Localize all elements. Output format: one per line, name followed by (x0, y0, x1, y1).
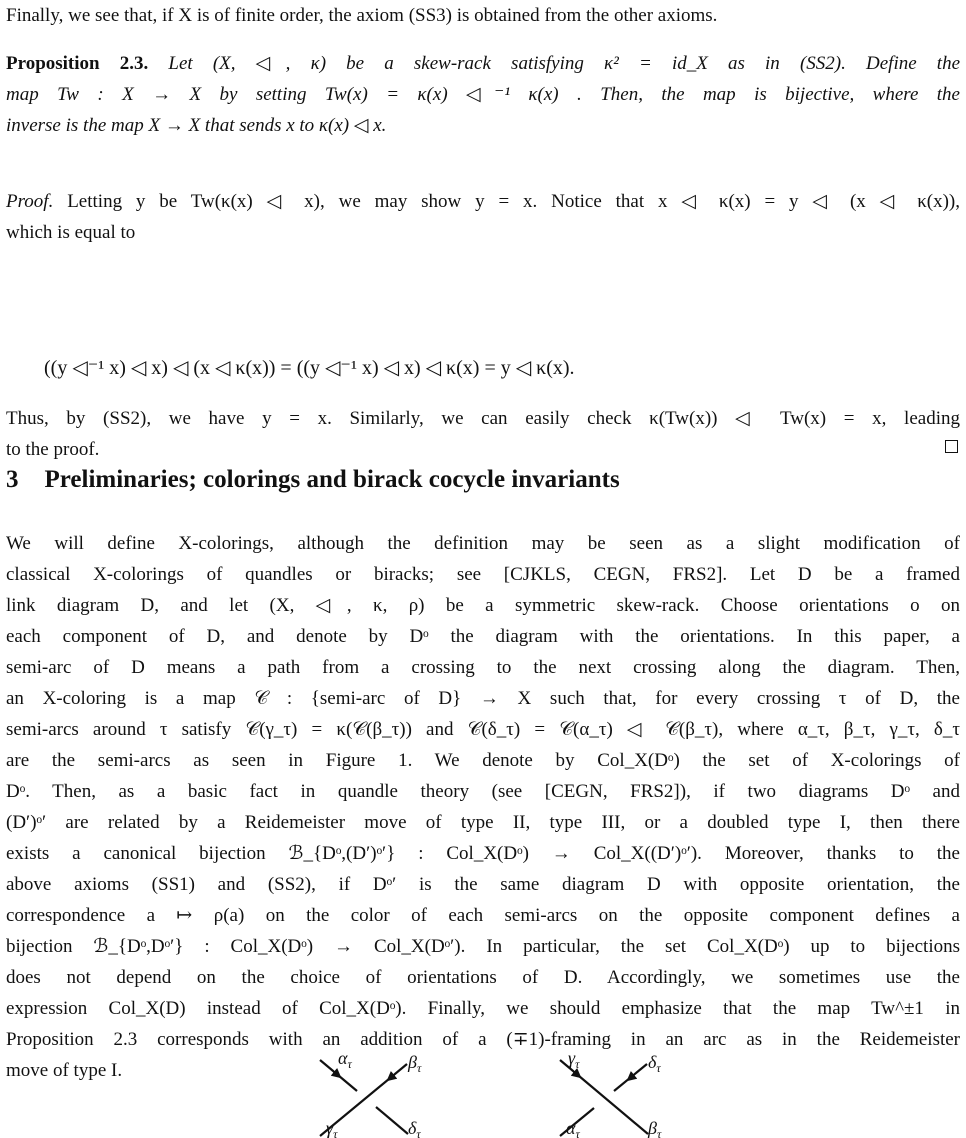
label-delta: $\delta_\tau$ (408, 1118, 421, 1138)
body-line: correspondence a ↦ ρ(a) on the color of each semi-arcs on the opposite component defines a (6, 905, 960, 926)
body-line: bijection ℬ_{Dᵒ,Dᵒ′} : Col_X(Dᵒ) → Col_X(Dᵒ′). In particular, the set Col_X(Dᵒ) up to bijections (6, 936, 960, 957)
proof-label: Proof. (6, 191, 54, 212)
crossing-diagram-left (300, 1050, 480, 1138)
section-title: Preliminaries; colorings and birack cocycle invariants (44, 466, 620, 493)
body-line: an X-coloring is a map 𝒞 : {semi-arc of D} → X such that, for every crossing τ of D, the (6, 688, 960, 709)
proposition-text-1: Let (X, ◁, κ) be a skew-rack satisfying κ² = id_X as in (SS2). Define the (168, 53, 961, 74)
proof-line-3: Thus, by (SS2), we have y = x. Similarly, we can easily check κ(Tw(x)) ◁ Tw(x) = x, leading (6, 408, 960, 429)
arrow-delta-icon (628, 1064, 647, 1080)
arrow-beta-icon (388, 1064, 407, 1080)
body-line: (D′)ᵒ′ are related by a Reidemeister move of type II, type III, or a doubled type I, then there (6, 812, 960, 833)
label-delta: $\delta_\tau$ (648, 1052, 661, 1075)
proof-line-2: which is equal to (6, 222, 136, 243)
label-alpha: $\alpha_\tau$ (338, 1050, 352, 1071)
proposition-line-2: map Tw : X → X by setting Tw(x) = κ(x) ◁⁻¹ κ(x) . Then, the map is bijective, where the (6, 84, 960, 105)
label-beta: $\beta_\tau$ (648, 1118, 662, 1138)
intro-line: Finally, we see that, if X is of finite order, the axiom (SS3) is obtained from the other axioms. (6, 5, 718, 26)
qed-box-icon (945, 440, 958, 453)
label-alpha: $\alpha_\tau$ (566, 1118, 580, 1138)
body-line: are the semi-arcs as seen in Figure 1. We denote by Col_X(Dᵒ) the set of X-colorings of (6, 750, 960, 771)
body-line: exists a canonical bijection ℬ_{Dᵒ,(D′)ᵒ′} : Col_X(Dᵒ) → Col_X((D′)ᵒ′). Moreover, thanks to the (6, 843, 960, 864)
arrow-alpha-icon (320, 1060, 340, 1077)
crossing-diagram-right (540, 1050, 720, 1138)
proof-equation: ((y ◁⁻¹ x) ◁ x) ◁ (x ◁ κ(x)) = ((y ◁⁻¹ x) ◁ x) ◁ κ(x) = y ◁ κ(x). (44, 357, 575, 379)
proposition-line-1 (6, 48, 960, 79)
section-number: 3 (6, 466, 19, 493)
body-line: semi-arc of D means a path from a crossing to the next crossing along the diagram. Then, (6, 657, 960, 678)
label-beta: $\beta_\tau$ (408, 1052, 422, 1075)
proof-line-4: to the proof. (6, 439, 100, 460)
body-line: above axioms (SS1) and (SS2), if Dᵒ′ is the same diagram D with opposite orientation, the (6, 874, 960, 895)
body-line: does not depend on the choice of orientations of D. Accordingly, we sometimes use the (6, 967, 960, 988)
proof-line-1 (6, 186, 960, 217)
under-strand-lower (376, 1107, 408, 1134)
body-line: semi-arcs around τ satisfy 𝒞(γ_τ) = κ(𝒞(β_τ)) and 𝒞(δ_τ) = 𝒞(α_τ) ◁ 𝒞(β_τ), where α_τ, β_τ, γ_τ, δ_τ (6, 719, 960, 740)
proposition-label: Proposition 2.3. (6, 53, 149, 74)
section-body (6, 528, 960, 1086)
section-heading (6, 463, 620, 497)
label-gamma: $\gamma_\tau$ (326, 1118, 338, 1138)
body-line: classical X-colorings of quandles or biracks; see [CJKLS, CEGN, FRS2]. Let D be a framed (6, 564, 960, 585)
body-line: link diagram D, and let (X, ◁, κ, ρ) be a symmetric skew-rack. Choose orientations o on (6, 595, 960, 616)
under-strand-upper (614, 1064, 647, 1091)
body-line: each component of D, and denote by Dᵒ the diagram with the orientations. In this paper, a (6, 626, 960, 647)
body-line: move of type I. (6, 1060, 123, 1081)
proof-conclusion (6, 403, 960, 465)
body-line: Proposition 2.3 corresponds with an addition of a (∓1)-framing in an arc as in the Reidemeister (6, 1029, 960, 1050)
proposition-line-3: inverse is the map X → X that sends x to κ(x) ◁ x. (6, 115, 387, 136)
body-line: Dᵒ. Then, as a basic fact in quandle theory (see [CEGN, FRS2]), if two diagrams Dᵒ and (6, 781, 960, 802)
label-gamma: $\gamma_\tau$ (568, 1050, 580, 1071)
intro-paragraph (6, 0, 960, 31)
proof-text-1: Letting y be Tw(κ(x) ◁ x), we may show y = x. Notice that x ◁ κ(x) = y ◁ (x ◁ κ(x)), (67, 191, 960, 212)
body-line: expression Col_X(D) instead of Col_X(Dᵒ). Finally, we should emphasize that the map Tw^±1 in (6, 998, 960, 1019)
body-line: We will define X-colorings, although the definition may be seen as a slight modification of (6, 533, 960, 554)
proposition-2-3 (6, 48, 960, 141)
proof-paragraph (6, 186, 960, 248)
